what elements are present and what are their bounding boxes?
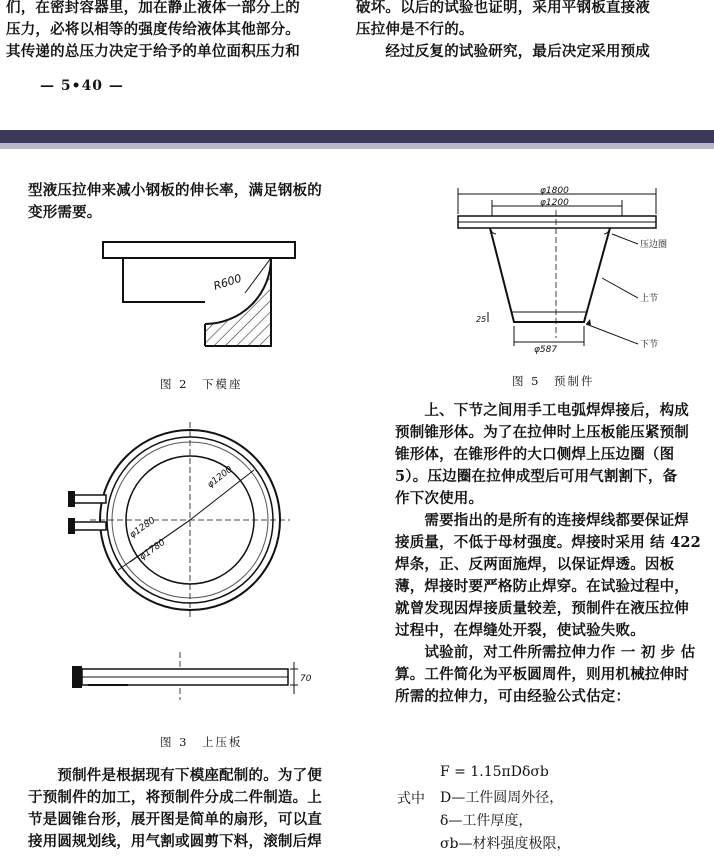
text-line: 所需的拉伸力，可由经验公式估定： — [395, 688, 631, 705]
text-line: 作下次使用。 — [395, 490, 484, 507]
fig3-d1780-label: φ1780 — [137, 537, 168, 563]
top-left-text — [6, 0, 300, 63]
text-line: 预制件是根据现有下模座配制的。为了便 — [28, 767, 322, 784]
text-line: 于预制件的加工，将预制件分成二件制造。上 — [28, 789, 322, 806]
fig5-top-outer-label: φ1800 — [540, 186, 569, 196]
text-line: 破坏。以后的试验也证明，采用平钢板直接液 — [356, 0, 650, 16]
fig2-radius-label: R600 — [211, 271, 244, 293]
top-right-text — [356, 0, 650, 63]
fig3-d1280-label: φ1280 — [127, 515, 158, 541]
text-line: 接用圆规划线，用气割或圆剪下料，滚制后焊 — [28, 833, 322, 850]
figure-3-plan-drawing — [60, 420, 310, 620]
text-line: 变形需要。 — [28, 204, 102, 221]
figure-3-caption: 图 3 上压板 — [160, 735, 243, 749]
fig5-top-inner-label: φ1200 — [540, 198, 569, 208]
text-line: 压拉伸是不行的。 — [356, 21, 474, 38]
text-line: 其传递的总压力决定于给予的单位面积压力和 — [6, 43, 300, 60]
formula-main: F = 1.15πDδσb — [440, 764, 549, 780]
text-line: 锥形体，在锥形件的大口侧焊上压边圈（图 — [395, 446, 675, 463]
figure-5-drawing — [452, 186, 667, 356]
figure-2-caption: 图 2 下模座 — [160, 377, 243, 391]
right-body-text — [395, 400, 701, 708]
text-line: 压力，必将以相等的强度传给液体其他部分。 — [6, 21, 300, 38]
fig5-upper-label: 上节 — [640, 294, 659, 304]
fig3-d1200-label: φ1200 — [205, 464, 235, 491]
text-line: 型液压拉伸来减小钢板的伸长率，满足钢板的 — [28, 182, 322, 199]
text-line: 薄，焊接时要严格防止焊穿。在试验过程中， — [395, 578, 689, 595]
fig5-height-label: 25 — [476, 315, 487, 324]
left-intro-text — [28, 180, 322, 224]
text-line: 5）。压边圈在拉伸成型后可用气割割下，备 — [395, 468, 678, 485]
formula-definitions — [440, 787, 571, 856]
text-line: 算。工件简化为平板圆周件，则用机械拉伸时 — [395, 666, 689, 683]
text-line: 经过反复的试验研究，最后决定采用预成 — [356, 43, 650, 60]
fig5-bottom-label: φ587 — [534, 345, 558, 355]
figure-2-drawing — [95, 238, 305, 350]
figure-3-section-drawing — [68, 652, 328, 702]
fig5-ring-label: 压边圈 — [640, 240, 668, 250]
fig3-thickness-label: 70 — [300, 674, 312, 684]
text-line: 预制锥形体。为了在拉伸时上压板能压紧预制 — [395, 424, 689, 441]
page-number: — 5•40 — — [40, 78, 124, 94]
figure-5-caption: 图 5 预制件 — [512, 374, 595, 388]
formula-def-thickness: δ—工件厚度， — [440, 813, 533, 829]
text-line: 节是圆锥台形，展开图是简单的扇形，可以直 — [28, 811, 322, 828]
page-divider-shadow — [0, 143, 714, 149]
text-line: 焊条，正、反两面施焊，以保证焊透。因板 — [395, 556, 675, 573]
formula-def-d: D—工件圆周外径， — [440, 790, 564, 806]
text-line: 上、下节之间用手工电弧焊焊接后，构成 — [395, 402, 689, 419]
text-line: 接质量，不低于母材强度。焊接时采用 结 422 — [395, 534, 701, 551]
text-line: 过程中，在焊缝处开裂，使试验失败。 — [395, 622, 645, 639]
text-line: 需要指出的是所有的连接焊线都要保证焊 — [395, 512, 689, 529]
formula-def-strength: σb—材料强度极限， — [440, 836, 571, 852]
page-divider — [0, 130, 714, 143]
left-bottom-text — [28, 765, 322, 853]
text-line: 就曾发现因焊接质量较差，预制件在液压拉伸 — [395, 600, 689, 617]
formula-prefix: 式中 — [397, 791, 425, 807]
text-line: 们，在密封容器里，加在静止液体一部分上的 — [6, 0, 300, 16]
fig5-lower-label: 下节 — [640, 340, 659, 350]
text-line: 试验前，对工件所需拉伸力作 一 初 步 估 — [395, 644, 696, 661]
